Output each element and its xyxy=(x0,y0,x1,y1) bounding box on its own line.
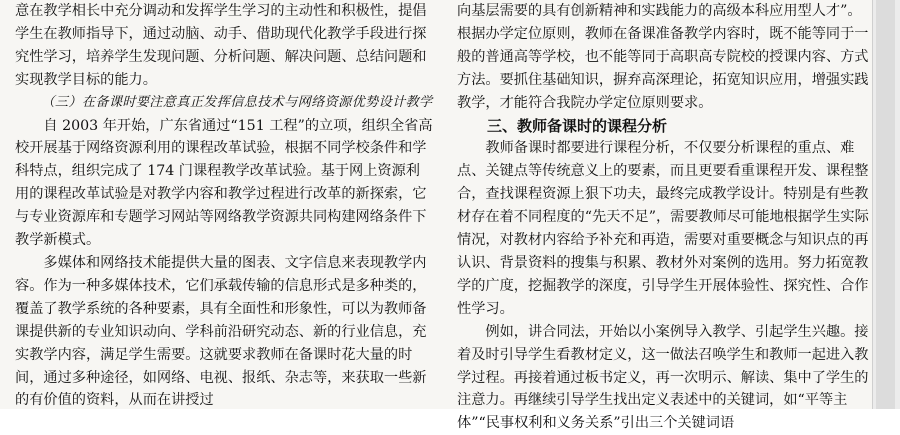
scrollbar-thumb[interactable] xyxy=(876,0,895,409)
left-paragraph-1: 意在教学相长中充分调动和发挥学生学习的主动性和积极性，提倡学生在教师指导下，通过动脑、动手、借助现代化教学手段进行探究性学习，培养学生发现问题、分析问题、解决问题、总结问题和实现教学目标的能力。 xyxy=(15,3,427,88)
section-heading: 三、教师备课时的课程分析 xyxy=(487,116,668,135)
left-paragraph-2: 自 2003 年开始，广东省通过“151 工程”的立项，组织全省高校开展基于网络资源利用的课程改革试验，根据不同学校条件和学科特点，组织完成了 174 门课程教学改革试验。基于网上资源利用的课程改革试验是对教学内容和教学过程进行改革的新探索，它与专业资源库和专题学习网站等网络教学资源共同构建网络条件下教学新模式。 xyxy=(15,117,433,249)
vertical-scrollbar[interactable] xyxy=(872,0,900,409)
left-column xyxy=(15,0,433,412)
right-column xyxy=(457,0,869,435)
left-paragraph-3: 多媒体和网络技术能提供大量的图表、文字信息来表现教学内容。作为一种多媒体技术，它们承载传输的信息形式是多种类的，覆盖了教学系统的各种要素，具有全面性和形象性，可以为教师备课提供新的专业知识动向、学科前沿研究动态、新的行业信息，充实教学内容，满足学生需要。这就要求教师在备课时花大量的时间，通过多种途径，如网络、电视、报纸、杂志等，来获取一些新的有价值的资料，从而在讲授过 xyxy=(15,254,427,409)
right-paragraph-1: 向基层需要的具有创新精神和实践能力的高级本科应用型人才”。根据办学定位原则，教师在备课准备教学内容时，既不能等同于一般的普通高等学校，也不能等同于高职高专院校的授课内容、方式方法。要抓住基础知识，摒弃高深理论，拓宽知识应用，增强实践教学，才能符合我院办学定位原则要求。 xyxy=(457,3,869,111)
section-subheading: （三）在备课时要注意真正发挥信息技术与网络资源优势设计教学 xyxy=(41,94,433,110)
right-paragraph-3: 例如，讲合同法，开始以小案例导入教学、引起学生兴趣。接着及时引导学生看教材定义，这一做法召唤学生和教师一起进入教学过程。再接着通过板书定义，再一次明示、解读、集中了学生的注意力。再继续引导学生找出定义表述中的关键词，如“平等主体”“民事权利和义务关系”引出三个关键词语 xyxy=(457,323,869,432)
right-paragraph-2: 教师备课时都要进行课程分析，不仅要分析课程的重点、难点、关键点等传统意义上的要素，而且更要看重课程开发、课程整合，查找课程资源上狠下功夫，最终完成教学设计。特别是有些教材存在着不同程度的“先天不足”，需要教师尽可能地根据学生实际情况，对教材内容给予补充和再造，需要对重要概念与知识点的再认识、背景资料的搜集与积累、教材外对案例的选用。努力拓宽教学的广度，挖掘教学的深度，引导学生开展体验性、探究性、合作性学习。 xyxy=(457,140,869,317)
